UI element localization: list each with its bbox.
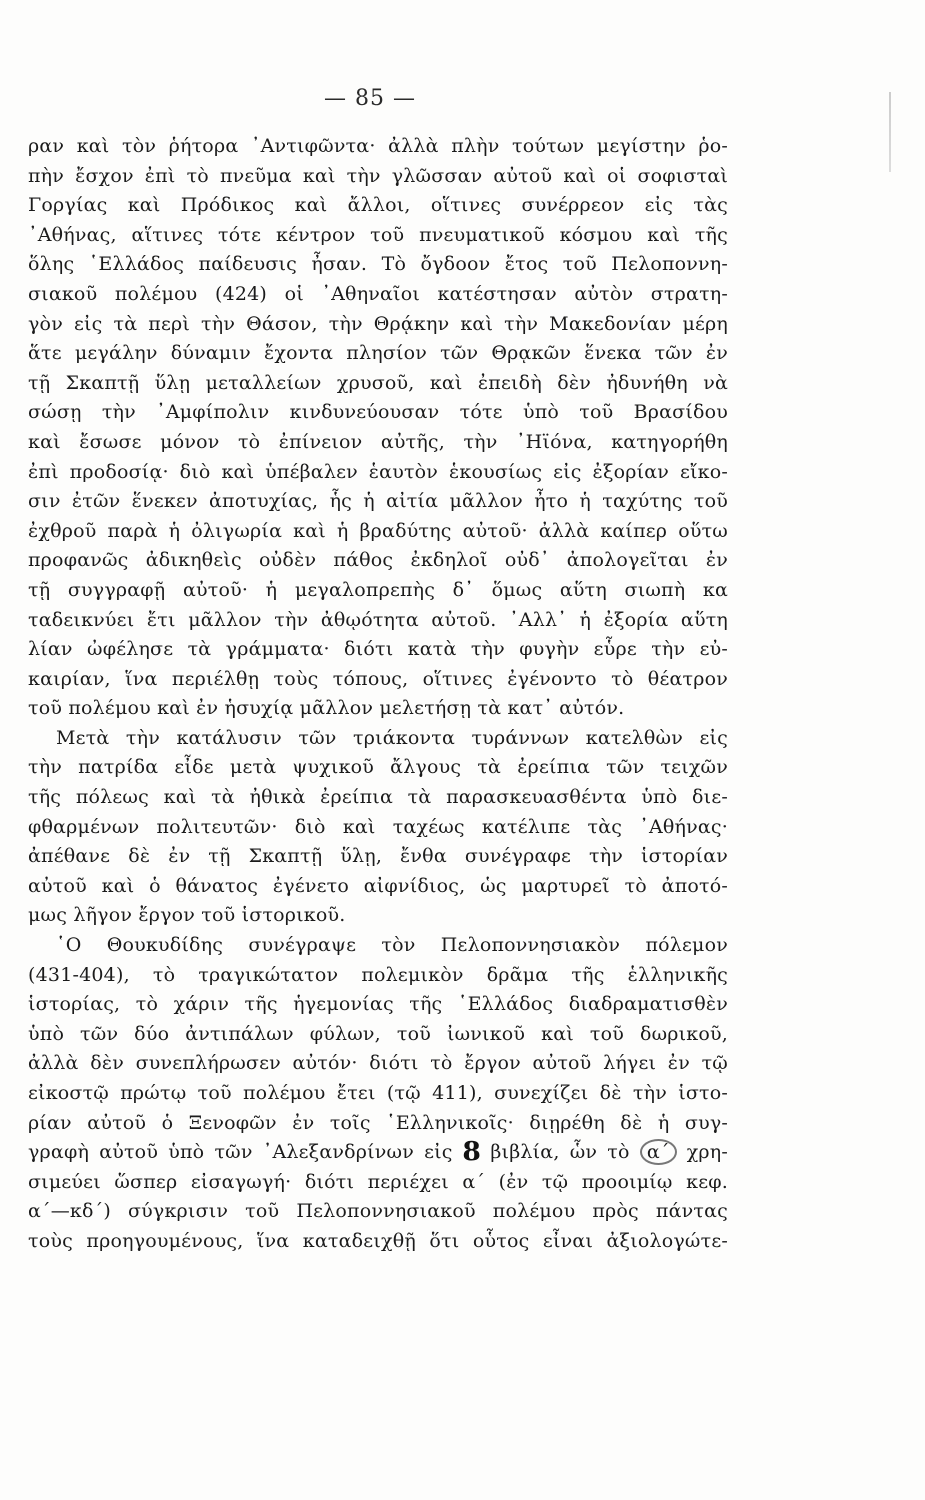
line-segment: βιβλία, ὧν τὸ: [490, 1141, 630, 1164]
text-line: (431-404), τὸ τραγικώτατον πολεμικὸν δρᾶμα τῆς ἑλληνικῆς: [28, 963, 728, 986]
page-number: — 85 —: [324, 86, 416, 111]
text-line: ἅτε μεγάλην δύναμιν ἔχοντα πλησίον τῶν Θρᾳκῶν ἕνεκα τῶν ἐν: [28, 342, 728, 365]
text-line: αὐτοῦ καὶ ὁ θάνατος ἐγένετο αἰφνίδιος, ὡς μαρτυρεῖ τὸ ἀποτό-: [28, 874, 728, 897]
text-line: πὴν ἔσχον ἐπὶ τὸ πνεῦμα καὶ τὴν γλῶσσαν αὐτοῦ καὶ οἱ σοφισταὶ: [28, 164, 728, 187]
text-line: α΄—κδ΄) σύγκρισιν τοῦ Πελοποννησιακοῦ πολέμου πρὸς πάντας: [28, 1200, 728, 1223]
text-line: ὅλης ῾Ελλάδος παίδευσις ἦσαν. Τὸ ὄγδοον ἔτος τοῦ Πελοποννη-: [28, 253, 728, 276]
text-line: προφανῶς ἀδικηθεὶς οὐδὲν πάθος ἐκδηλοῖ οὐδ᾿ ἀπολογεῖται ἐν: [28, 549, 728, 572]
text-line-annotated: [28, 1138, 728, 1168]
text-line-paragraph-start: ῾Ο Θουκυδίδης συνέγραψε τὸν Πελοποννησιακὸν πόλεμον: [56, 934, 728, 957]
text-line: τῆς πόλεως καὶ τὰ ἠθικὰ ἐρείπια τὰ παρασκευασθέντα ὑπὸ διε-: [28, 786, 728, 809]
text-line: τὴν πατρίδα εἶδε μετὰ ψυχικοῦ ἄλγους τὰ ἐρείπια τῶν τειχῶν: [28, 756, 728, 779]
text-line: ἐπὶ προδοσίᾳ· διὸ καὶ ὑπέβαλεν ἑαυτὸν ἑκουσίως εἰς ἐξορίαν εἴκο-: [28, 460, 728, 483]
text-line: ἀλλὰ δὲν συνεπλήρωσεν αὐτόν· διότι τὸ ἔργον αὐτοῦ λήγει ἐν τῷ: [28, 1052, 728, 1075]
text-line: ἀπέθανε δὲ ἐν τῇ Σκαπτῇ ὕλῃ, ἔνθα συνέγραφε τὴν ἱστορίαν: [28, 845, 728, 868]
line-segment: χρη-: [686, 1141, 728, 1164]
text-line: ὑπὸ τῶν δύο ἀντιπάλων φύλων, τοῦ ἰωνικοῦ καὶ τοῦ δωρικοῦ,: [28, 1022, 728, 1045]
text-line: ἐχθροῦ παρὰ ἡ ὀλιγωρία καὶ ἡ βραδύτης αὐτοῦ· ἀλλὰ καίπερ οὕτω: [28, 519, 728, 542]
margin-mark: [889, 92, 891, 172]
text-line: σιν ἐτῶν ἕνεκεν ἀποτυχίας, ἧς ἡ αἰτία μᾶλλον ἦτο ἡ ταχύτης τοῦ: [28, 490, 728, 513]
text-line-paragraph-end: τοῦ πολέμου καὶ ἐν ἡσυχίᾳ μᾶλλον μελετήσῃ τὰ κατ᾿ αὐτόν.: [28, 697, 625, 720]
text-line: γὸν εἰς τὰ περὶ τὴν Θάσον, τὴν Θρᾴκην καὶ τὴν Μακεδονίαν μέρη: [28, 312, 728, 335]
text-line: τῇ συγγραφῇ αὐτοῦ· ἡ μεγαλοπρεπὴς δ᾿ ὅμως αὕτη σιωπὴ κα: [28, 578, 728, 601]
text-line: τοὺς προηγουμένους, ἵνα καταδειχθῇ ὅτι οὗτος εἶναι ἀξιολογώτε-: [28, 1229, 728, 1252]
text-line: καιρίαν, ἵνα περιέλθῃ τοὺς τόπους, οἵτινες ἐγένοντο τὸ θέατρον: [28, 667, 728, 690]
body-text: [28, 132, 728, 1257]
circled-annotation: α΄: [640, 1139, 677, 1165]
text-line: σιακοῦ πολέμου (424) οἱ ᾿Αθηναῖοι κατέστησαν αὐτὸν στρατη-: [28, 282, 728, 305]
line-segment: γραφὴ αὐτοῦ ὑπὸ τῶν ᾿Αλεξανδρίνων εἰς: [28, 1141, 453, 1164]
text-line: ταδεικνύει ἔτι μᾶλλον τὴν ἀθῳότητα αὐτοῦ. ᾿Αλλ᾿ ἡ ἐξορία αὕτη: [28, 608, 728, 631]
text-line-paragraph-end: μως λῆγον ἔργον τοῦ ἱστορικοῦ.: [28, 904, 346, 927]
text-line: ραν καὶ τὸν ῥήτορα ᾿Αντιφῶντα· ἀλλὰ πλὴν τούτων μεγίστην ῥο-: [28, 135, 728, 157]
text-line: τῇ Σκαπτῇ ὕλῃ μεταλλείων χρυσοῦ, καὶ ἐπειδὴ δὲν ἠδυνήθη νὰ: [28, 371, 728, 394]
handwritten-mark: 8: [462, 1136, 481, 1168]
text-line: Γοργίας καὶ Πρόδικος καὶ ἄλλοι, οἵτινες συνέρρεον εἰς τὰς: [28, 194, 728, 217]
text-line: λίαν ὠφέλησε τὰ γράμματα· διότι κατὰ τὴν φυγὴν εὗρε τὴν εὐ-: [28, 638, 728, 661]
text-line-paragraph-start: Μετὰ τὴν κατάλυσιν τῶν τριάκοντα τυράννων κατελθὼν εἰς: [56, 726, 728, 749]
text-line: καὶ ἔσωσε μόνον τὸ ἐπίνειον αὐτῆς, τὴν ᾿Ηϊόνα, κατηγορήθη: [28, 430, 728, 453]
text-line: ᾿Αθήνας, αἵτινες τότε κέντρον τοῦ πνευματικοῦ κόσμου καὶ τῆς: [28, 223, 728, 246]
text-line: ρίαν αὐτοῦ ὁ Ξενοφῶν ἐν τοῖς ῾Ελληνικοῖς· διῃρέθη δὲ ἡ συγ-: [28, 1111, 728, 1134]
text-line: εἰκοστῷ πρώτῳ τοῦ πολέμου ἔτει (τῷ 411), συνεχίζει δὲ τὴν ἱστο-: [28, 1082, 728, 1104]
text-line: ἱστορίας, τὸ χάριν τῆς ἡγεμονίας τῆς ῾Ελλάδος διαδραματισθὲν: [28, 993, 728, 1016]
text-line: σώσῃ τὴν ᾿Αμφίπολιν κινδυνεύουσαν τότε ὑπὸ τοῦ Βρασίδου: [28, 401, 728, 424]
text-line: φθαρμένων πολιτευτῶν· διὸ καὶ ταχέως κατέλιπε τὰς ᾿Αθήνας·: [28, 815, 728, 838]
text-line: σιμεύει ὥσπερ εἰσαγωγή· διότι περιέχει α΄ (ἐν τῷ προοιμίῳ κεφ.: [28, 1170, 728, 1193]
